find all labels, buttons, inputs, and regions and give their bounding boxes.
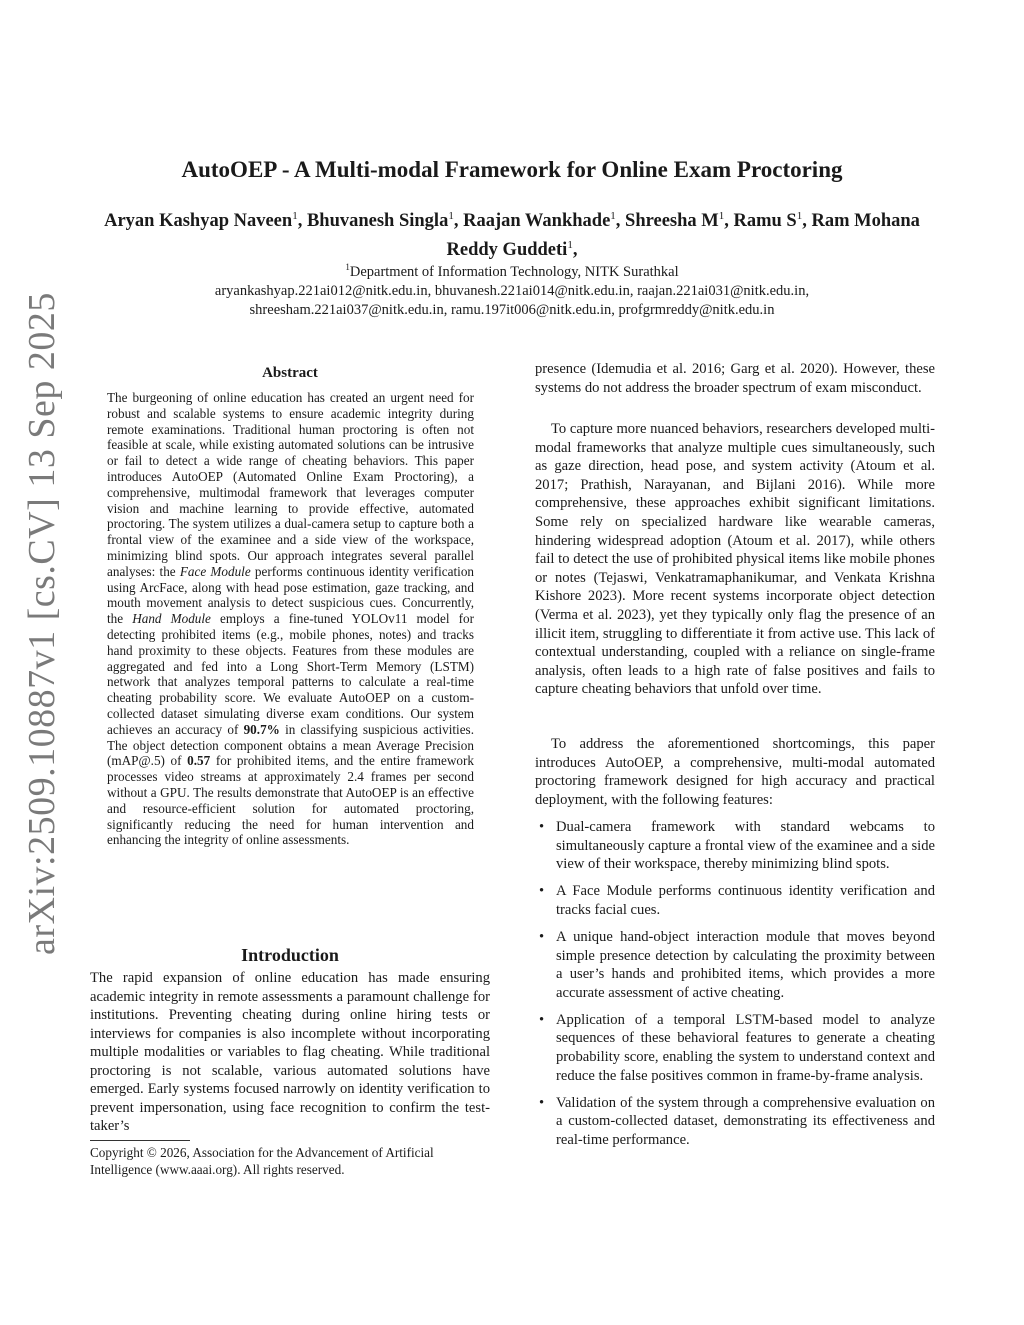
affiliation-emails-line[interactable]: aryankashyap.221ai012@nitk.edu.in, bhuvanesh.221ai014@nitk.edu.in, raajan.221ai031@nitk.edu.in, (214, 282, 810, 299)
copyright-notice: Copyright © 2026, Association for the Advancement of Artificial Intelligence (www.aaai.org). All rights reserved. (90, 1145, 434, 1177)
author-affil-mark: 1 (567, 239, 573, 252)
author-name: Raajan Wankhade (463, 211, 611, 232)
hand-module-term: Hand Module (132, 611, 211, 627)
list-item: • A unique hand-object interaction module that moves beyond simple presence detection by calculating the proximity between a user’s hands and prohibited items, which provides a more accurate assessment of active cheating. (539, 928, 935, 1001)
arxiv-identifier[interactable]: arXiv:2509.10887v1 [cs.CV] 13 Sep 2025 (21, 292, 63, 955)
introduction-paragraph: To capture more nuanced behaviors, researchers developed multi-modal frameworks that analyze multiple cues simultaneously, such as gaze direction, head pose, and system activity (Atoum et al. 2017; Prathish, Narayanan, and Bijlani 2016). While more comprehensive, these approaches exhibit significant limitations. Some rely on specialized hardware like wearable cameras, hindering widespread adoption (Atoum et al. 2017), while others fail to detect the use of prohibited physical items like mobile phones or notes (Tejaswi, Venkatramaphanikumar, and Venkata Krishna Kishore 2023). More recent systems incorporate object detection (Verma et al. 2023), yet they typically only flag the presence of an illicit item, struggling to differentiate it from active use. This lack of contextual understanding, coupled with a reliance on single-frame analysis, often leads to a high rate of false positives and fails to capture cheating behaviors that unfold over time. (535, 421, 935, 698)
paper-title: AutoOEP - A Multi-modal Framework for Online Exam Proctoring (181, 157, 843, 182)
affiliation-department: $^1$Department of Information Technology, NITK Surathkal (345, 262, 679, 280)
bullet-marker: • (539, 819, 545, 835)
affiliation-emails-line[interactable]: shreesham.221ai037@nitk.edu.in, ramu.197it006@nitk.edu.in, profgrmreddy@nitk.edu.in (249, 301, 775, 318)
author-affil-mark: 1 (292, 210, 298, 222)
author-name: Ram Mohana Reddy Guddeti (446, 211, 920, 261)
face-module-term: Face Module (179, 563, 251, 579)
footnote-divider (90, 1140, 190, 1141)
list-item: • A Face Module performs continuous identity verification and tracks facial cues. (539, 883, 935, 918)
bullet-marker: • (539, 928, 545, 945)
author-list: Aryan Kashyap Naveen$^1$, Bhuvanesh Singla$^1$, Raajan Wankhade$^1$, Shreesha $M^1$, Ramu $S^1$, Ram Mohana Reddy Guddeti$^1$, (104, 210, 920, 261)
bullet-marker: • (539, 883, 545, 900)
author-name: Shreesha M (625, 211, 719, 232)
introduction-paragraph: presence (Idemudia et al. 2016; Garg et al. 2020). However, these systems do not address the broader spectrum of exam misconduct. (535, 361, 935, 396)
contributions-list (535, 818, 935, 1158)
abstract-text: The burgeoning of online education has created an urgent need for robust and scalable systems to ensure academic integrity during remote examinations. Traditional human proctoring is often not feasible at scale, while existing automated solutions can be intrusive or fail to detect a wide range of cheating behaviors. This paper introduces AutoOEP (Automated Online Exam Proctoring), a comprehensive, multimodal framework that leverages computer vision and machine learning to provide effective, automated proctoring. The system utilizes a dual-camera setup to capture both a frontal view of the examinee and a side view of the workspace, minimizing blind spots. Our approach integrates several parallel analyses: the Face Module performs continuous identity verification using ArcFace, along with head pose estimation, gaze tracking, and mouth movement analysis to detect suspicious cues. Concurrently, the Hand Module employs a fine-tuned YOLOv11 model for detecting prohibited items (e.g., mobile phones, notes) and tracks hand proximity to these objects. Features from these modules are aggregated and fed into a Long Short-Term Memory (LSTM) network that analyzes temporal patterns to calculate a real-time cheating probability score. We evaluate AutoOEP on a custom-collected dataset simulating diverse exam conditions. Our system achieves an accuracy of 90.7% in classifying suspicious activities. The object detection component obtains a mean Average Precision (mAP@.5) of 0.57 for prohibited items, and the entire framework processes video streams at approximately 2.4 frames per second without a GPU. The results demonstrate that AutoOEP is an effective and resource-efficient solution for automated proctoring, significantly reducing the need for human intervention and enhancing the integrity of online assessments. (107, 390, 475, 848)
introduction-paragraph: The rapid expansion of online education has made ensuring academic integrity in remote assessments a paramount challenge for institutions. Preventing cheating during online hiring tests or interviews for companies is also incomplete without incorporating multiple modalities or variables to flag cheating. While traditional proctoring is not scalable, various automated solutions have emerged. Early systems focused narrowly on identity verification to prevent impersonation, using face recognition to confirm the test-taker’s (90, 970, 490, 1134)
introduction-paragraph: To address the aforementioned shortcomings, this paper introduces AutoOEP, a comprehensive, multi-modal automated proctoring framework designed for high accuracy and practical deployment, with the following features: (535, 736, 935, 808)
author-affil-mark: 1 (796, 210, 803, 222)
author-affil-mark: 1 (718, 210, 725, 222)
list-item: • Validation of the system through a comprehensive evaluation on a custom-collected dataset, demonstrating its effectiveness and real-time performance. (539, 1094, 935, 1148)
accuracy-value: 90.7% (243, 721, 280, 737)
author-name: Ramu S (733, 211, 797, 232)
introduction-heading: Introduction (241, 945, 339, 965)
list-item: • Application of a temporal LSTM-based model to analyze sequences of these behavioral features to generate a cheating probability score, enabling the system to understand context and reduce the false positives common in frame-by-frame analysis. (539, 1011, 935, 1084)
bullet-marker: • (539, 1011, 545, 1028)
abstract-heading: Abstract (262, 365, 318, 381)
map-value: 0.57 (187, 753, 211, 769)
author-affil-mark: 1 (448, 210, 454, 222)
bullet-marker: • (539, 1094, 545, 1111)
author-name: Aryan Kashyap Naveen (104, 211, 293, 232)
author-affil-mark: 1 (610, 210, 616, 222)
affiliation-block (100, 258, 924, 320)
author-name: Bhuvanesh Singla (306, 211, 449, 232)
list-item: • Dual-camera framework with standard webcams to simultaneously capture a frontal view of the examinee and a side view of their workspace, thereby minimizing blind spots. (539, 819, 935, 873)
